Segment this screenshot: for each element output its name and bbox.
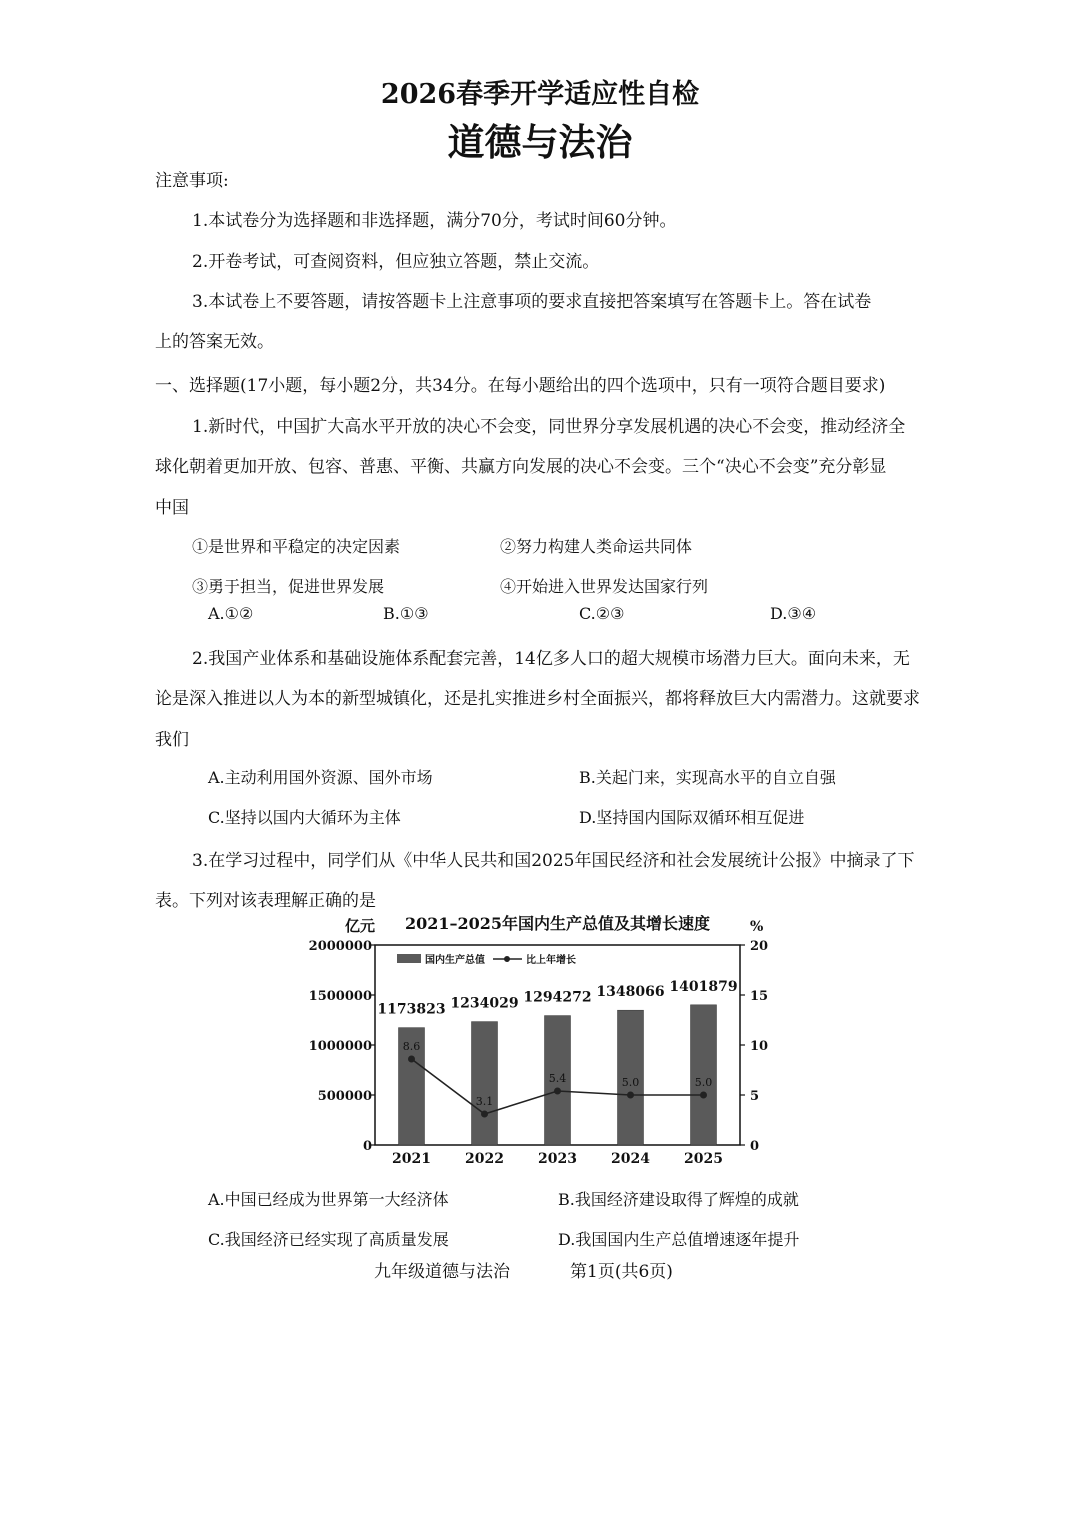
q2-option-b: B.关起门来，实现高水平的自立自强 — [579, 768, 836, 787]
y-tick-label: 2000000 — [308, 939, 372, 954]
x-tick-label: 2023 — [538, 1151, 577, 1167]
q1-statement-4: ④开始进入世界发达国家行列 — [500, 577, 709, 596]
y-tick-label: 500000 — [317, 1089, 372, 1104]
notes-item-2: 2.开卷考试，可查阅资料，但应独立答题，禁止交流。 — [192, 252, 600, 272]
growth-value-label: 5.0 — [621, 1076, 640, 1089]
q1-option-a: A.①② — [208, 604, 254, 623]
growth-point — [408, 1056, 415, 1063]
q1-line-3: 中国 — [155, 498, 189, 518]
notes-heading: 注意事项: — [155, 171, 229, 191]
q3-option-a: A.中国已经成为世界第一大经济体 — [208, 1190, 449, 1209]
gdp-bar-value-label: 1173823 — [377, 1001, 446, 1018]
growth-point — [700, 1092, 707, 1099]
y2-tick-label: 15 — [750, 989, 769, 1004]
gdp-bar-value-label: 1348066 — [596, 984, 665, 1001]
q3-option-c: C.我国经济已经实现了高质量发展 — [208, 1230, 449, 1249]
gdp-bar — [691, 1005, 717, 1145]
footer-page-number: 第1页(共6页) — [570, 1262, 673, 1282]
y2-tick-label: 0 — [750, 1139, 760, 1154]
q1-statement-1: ①是世界和平稳定的决定因素 — [192, 537, 401, 556]
y-tick-label: 0 — [362, 1139, 372, 1154]
y-tick-label: 1500000 — [308, 989, 372, 1004]
legend-bar-label: 国内生产总值 — [425, 955, 485, 966]
q2-line-3: 我们 — [155, 730, 189, 750]
y2-axis-label: % — [750, 919, 764, 935]
q1-option-c: C.②③ — [579, 604, 625, 623]
q3-line-2: 表。下列对该表理解正确的是 — [155, 891, 376, 911]
q2-line-1: 2.我国产业体系和基础设施体系配套完善，14亿多人口的超大规模市场潜力巨大。面向未来，无 — [192, 649, 910, 669]
y-axis-label: 亿元 — [345, 917, 376, 935]
legend-bar-swatch — [397, 954, 421, 963]
footer-subject: 九年级道德与法治 — [374, 1262, 510, 1282]
gdp-bar-value-label: 1294272 — [523, 989, 592, 1006]
q2-option-a: A.主动利用国外资源、国外市场 — [208, 768, 433, 787]
growth-value-label: 5.0 — [694, 1076, 713, 1089]
q1-line-1: 1.新时代，中国扩大高水平开放的决心不会变，同世界分享发展机遇的决心不会变，推动经济全 — [192, 417, 906, 437]
q3-line-1: 3.在学习过程中，同学们从《中华人民共和国2025年国民经济和社会发展统计公报》中摘录了下 — [192, 851, 915, 871]
legend-line-marker — [504, 956, 510, 962]
q1-option-b: B.①③ — [383, 604, 429, 623]
notes-item-1: 1.本试卷分为选择题和非选择题，满分70分，考试时间60分钟。 — [192, 211, 677, 231]
section-heading: 一、选择题(17小题，每小题2分，共34分。在每小题给出的四个选项中，只有一项符合题目要求) — [155, 376, 886, 396]
chart-title: 2021–2025年国内生产总值及其增长速度 — [404, 914, 711, 933]
gdp-bar-value-label: 1401879 — [669, 978, 738, 995]
gdp-bar-value-label: 1234029 — [450, 995, 519, 1012]
y2-tick-label: 20 — [750, 939, 769, 954]
growth-value-label: 5.4 — [548, 1072, 567, 1085]
gdp-bar — [472, 1022, 498, 1145]
q1-line-2: 球化朝着更加开放、包容、普惠、平衡、共赢方向发展的决心不会变。三个“决心不会变”充分彰显 — [155, 457, 887, 477]
growth-point — [554, 1088, 561, 1095]
q3-option-b: B.我国经济建设取得了辉煌的成就 — [558, 1190, 799, 1209]
exam-title: 2026春季开学适应性自检 — [380, 79, 700, 110]
notes-item-3-line-2: 上的答案无效。 — [155, 332, 274, 352]
q1-statement-3: ③勇于担当，促进世界发展 — [192, 577, 385, 596]
notes-item-3-line-1: 3.本试卷上不要答题，请按答题卡上注意事项的要求直接把答案填写在答题卡上。答在试卷 — [192, 292, 872, 312]
growth-point — [481, 1111, 488, 1118]
legend-line-label: 比上年增长 — [526, 955, 576, 966]
growth-value-label: 8.6 — [402, 1040, 421, 1053]
q3-option-d: D.我国国内生产总值增速逐年提升 — [558, 1230, 800, 1249]
subject-title: 道德与法治 — [447, 120, 633, 164]
x-tick-label: 2024 — [611, 1151, 650, 1167]
q2-option-c: C.坚持以国内大循环为主体 — [208, 808, 401, 827]
x-tick-label: 2021 — [392, 1151, 431, 1167]
y-tick-label: 1000000 — [308, 1039, 372, 1054]
q1-statement-2: ②努力构建人类命运共同体 — [500, 537, 693, 556]
q2-line-2: 论是深入推进以人为本的新型城镇化，还是扎实推进乡村全面振兴，都将释放巨大内需潜力。这就要求 — [155, 689, 920, 709]
y2-tick-label: 10 — [750, 1039, 769, 1054]
growth-point — [627, 1092, 634, 1099]
x-tick-label: 2025 — [684, 1151, 723, 1167]
y2-tick-label: 5 — [750, 1089, 760, 1104]
x-tick-label: 2022 — [465, 1151, 504, 1167]
gdp-chart — [300, 905, 790, 1170]
q1-option-d: D.③④ — [770, 604, 817, 623]
growth-value-label: 3.1 — [475, 1095, 494, 1108]
q2-option-d: D.坚持国内国际双循环相互促进 — [579, 808, 805, 827]
